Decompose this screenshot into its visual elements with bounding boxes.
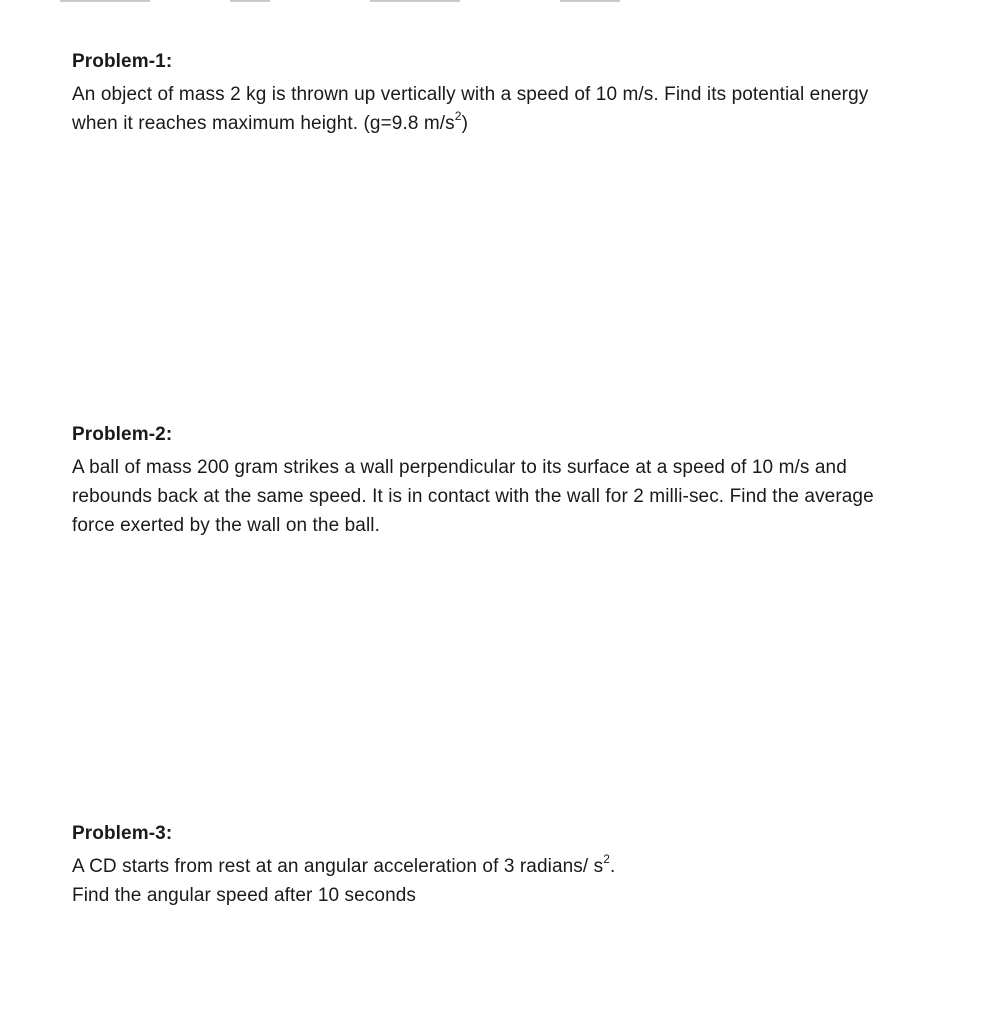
- problem-3-exponent: 2: [603, 851, 611, 866]
- problem-3-line-1-text: A CD starts from rest at an angular acceleration of 3 radians/ s: [72, 856, 604, 877]
- problem-3: [72, 822, 977, 910]
- problem-2-line-2: rebounds back at the same speed. It is in contact with the wall for 2 milli-sec. Find the average: [72, 486, 874, 507]
- problem-2-text: [72, 453, 977, 540]
- problem-1-line-2: [72, 109, 977, 138]
- problem-1-exponent: 2: [454, 108, 462, 123]
- problem-1-text: [72, 80, 977, 138]
- problem-2-line-1: A ball of mass 200 gram strikes a wall perpendicular to its surface at a speed of 10 m/s and: [72, 457, 847, 478]
- problem-3-line-1: [72, 852, 977, 881]
- problem-1-line-2-end: ): [461, 113, 468, 134]
- problem-2-heading: Problem-2:: [72, 424, 173, 445]
- problem-3-heading: Problem-3:: [72, 823, 173, 844]
- problem-1: [72, 50, 977, 138]
- top-edge-artifact: [0, 0, 1001, 4]
- problem-3-text: [72, 852, 977, 910]
- problem-1-line-2-text: when it reaches maximum height. (g=9.8 m/s: [72, 113, 455, 134]
- problem-2-line-3: force exerted by the wall on the ball.: [72, 515, 380, 536]
- problem-3-line-2: Find the angular speed after 10 seconds: [72, 885, 417, 906]
- problem-1-line-1: An object of mass 2 kg is thrown up vertically with a speed of 10 m/s. Find its potential energy: [72, 84, 869, 105]
- problem-1-heading: Problem-1:: [72, 51, 173, 72]
- problem-3-line-1-end: .: [610, 856, 616, 877]
- problem-2: [72, 423, 977, 540]
